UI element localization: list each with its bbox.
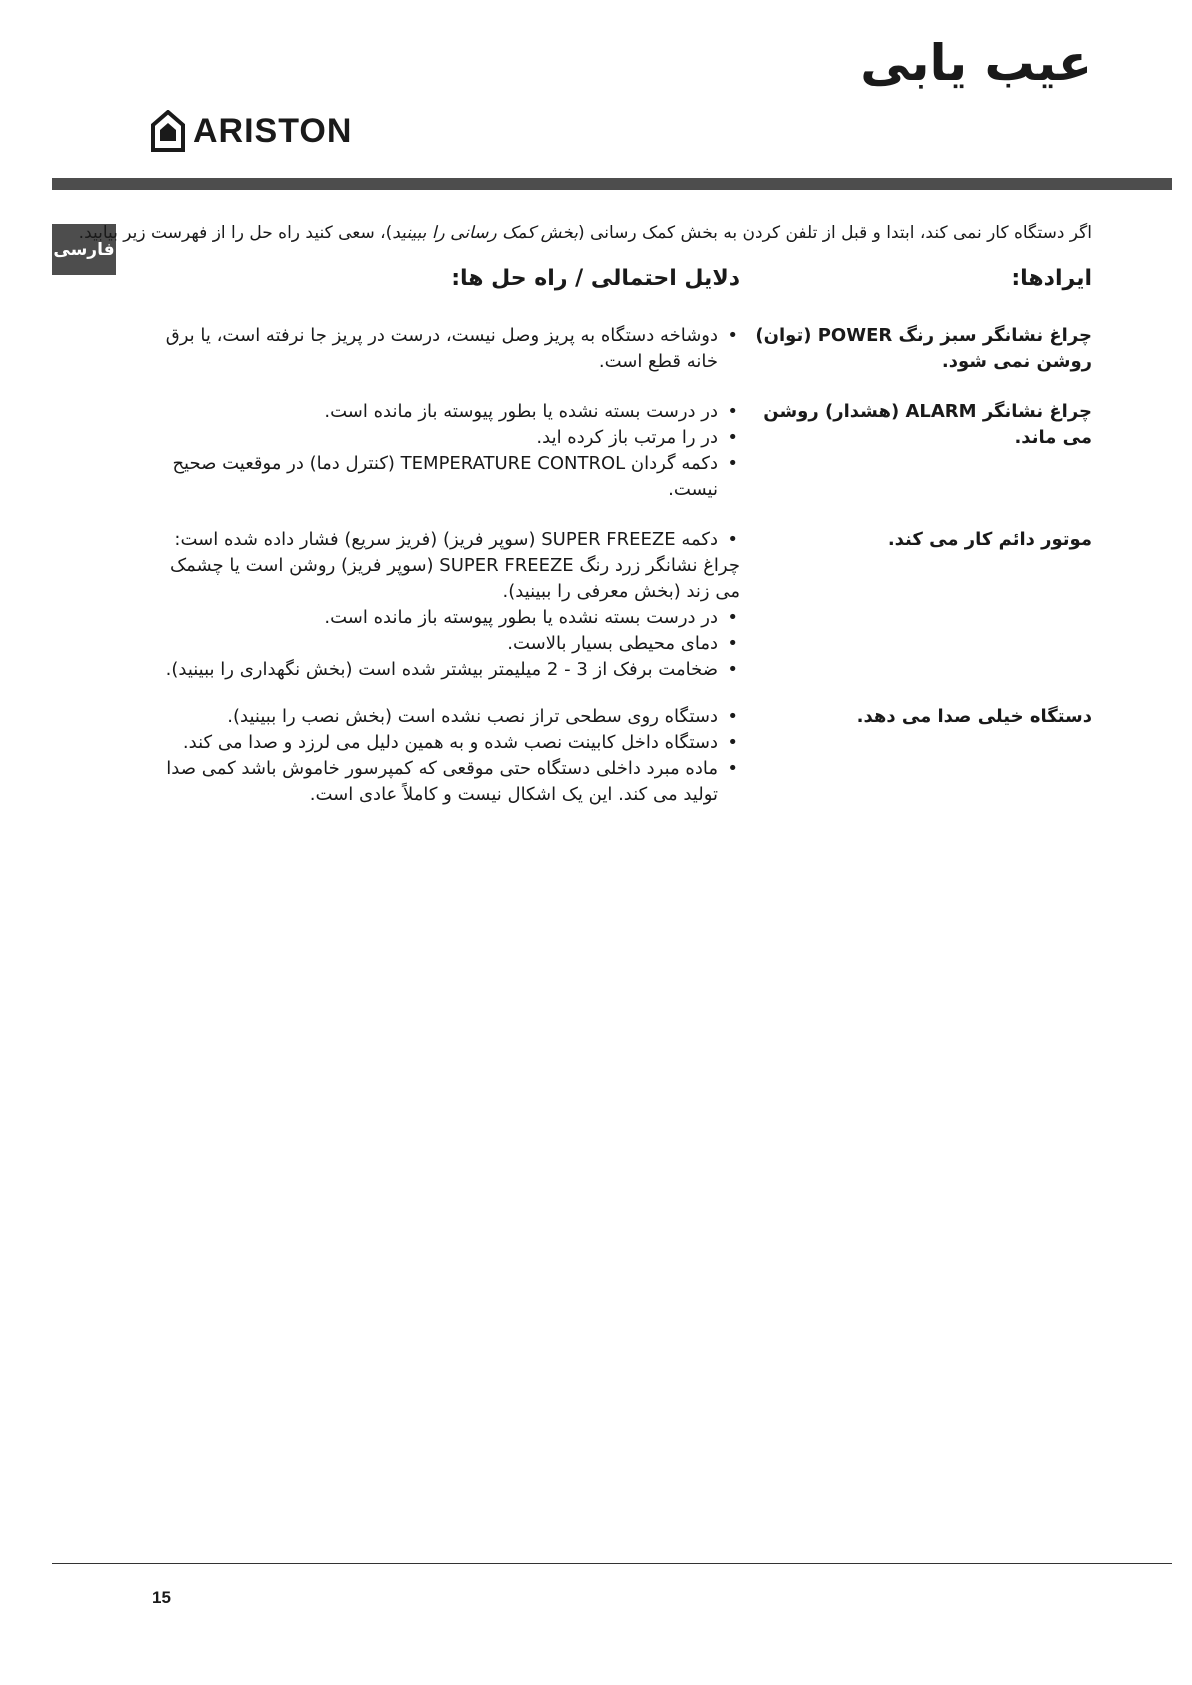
solution-item: • ضخامت برفک از 3 - 2 میلیمتر بیشتر شده است (بخش نگهداری را ببینید).: [150, 657, 740, 683]
issues-column-header: ایرادها:: [1011, 266, 1092, 291]
header-divider: [52, 178, 1172, 190]
solution-item: • در را مرتب باز کرده اید.: [150, 425, 740, 451]
solution-item: • در درست بسته نشده یا بطور پیوسته باز مانده است.: [150, 399, 740, 425]
brand-name: ARISTON: [193, 111, 353, 150]
solutions-alarm-light: [150, 399, 740, 503]
language-tab: فارسی: [52, 224, 116, 275]
house-logo-icon: [151, 110, 185, 152]
issue-power-light: چراغ نشانگر سبز رنگ POWER (توان) روشن نمی شود.: [755, 325, 1092, 372]
brand-logo: [151, 110, 352, 152]
page-title: عیب یابی: [860, 34, 1092, 92]
solution-item: • ماده مبرد داخلی دستگاه حتی موقعی که کمپرسور خاموش باشد کمی صدا تولید می کند. این یک اشکال نیست و کاملاً عادی است.: [150, 756, 740, 808]
issue-noise: دستگاه خیلی صدا می دهد.: [856, 706, 1092, 727]
solution-item: • در درست بسته نشده یا بطور پیوسته باز مانده است.: [150, 605, 740, 631]
solution-item: • دکمه گردان TEMPERATURE CONTROL (کنترل دما) در موقعیت صحیح نیست.: [150, 451, 740, 503]
issue-alarm-light: چراغ نشانگر ALARM (هشدار) روشن می ماند.: [763, 401, 1092, 448]
intro-text-3: )، سعی کنید راه حل را از فهرست زیر بیابید.: [78, 223, 393, 243]
solutions-power-light: [150, 323, 740, 375]
intro-text-italic: بخش کمک رسانی را ببینید: [392, 223, 579, 243]
solution-item-continued: چراغ نشانگر زرد رنگ SUPER FREEZE (سوپر فریز) روشن است یا چشمک می زند (بخش معرفی را ببینید).: [169, 555, 740, 602]
issue-motor-running: موتور دائم کار می کند.: [887, 529, 1092, 550]
intro-text-1: اگر دستگاه کار نمی کند، ابتدا و قبل از تلفن کردن به بخش کمک رسانی (: [578, 223, 1092, 243]
solution-item: • دمای محیطی بسیار بالاست.: [150, 631, 740, 657]
solutions-column-header: دلایل احتمالی / راه حل ها:: [451, 266, 740, 291]
solution-item: • دکمه SUPER FREEZE (سوپر فریز) (فریز سریع) فشار داده شده است:: [150, 527, 740, 553]
solutions-noise: [150, 704, 740, 808]
footer-divider: [52, 1563, 1172, 1564]
solution-item: • دستگاه روی سطحی تراز نصب نشده است (بخش نصب را ببینید).: [150, 704, 740, 730]
solution-item: • دوشاخه دستگاه به پریز وصل نیست، درست در پریز جا نرفته است، یا برق خانه قطع است.: [150, 323, 740, 375]
solution-item: • دستگاه داخل کابینت نصب شده و به همین دلیل می لرزد و صدا می کند.: [150, 730, 740, 756]
solutions-motor-running: [150, 527, 740, 683]
intro-paragraph: [78, 221, 1092, 245]
page-number: 15: [152, 1588, 171, 1607]
